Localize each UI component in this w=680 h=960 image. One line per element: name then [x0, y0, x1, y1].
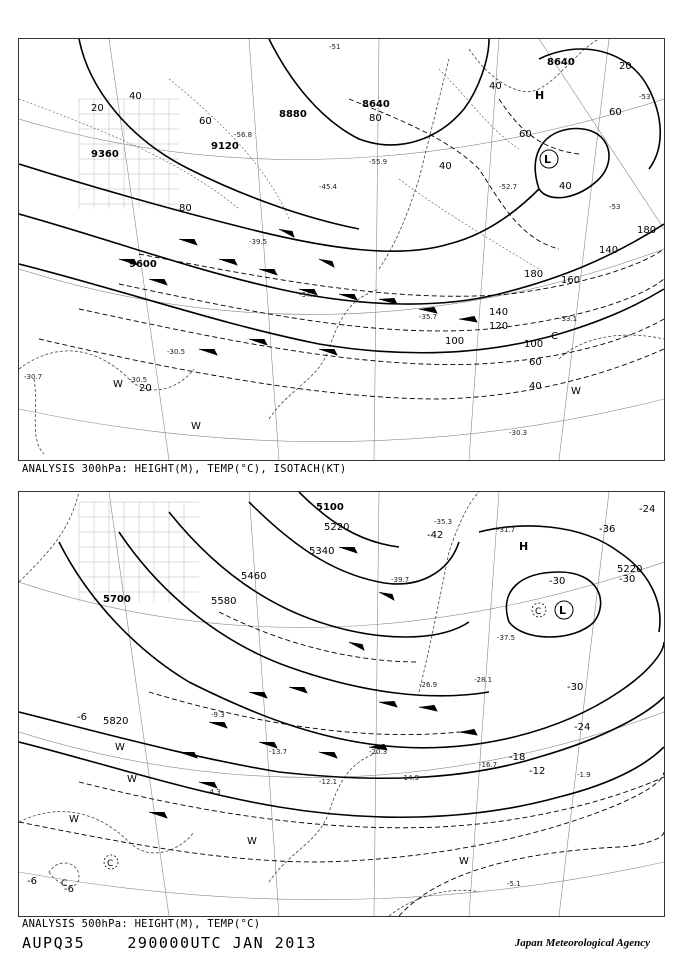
temp-label: -35.7: [419, 313, 438, 321]
low-pressure-marker: L: [559, 604, 567, 617]
isotach-label: 120: [489, 321, 509, 332]
low-pressure-marker: L: [544, 153, 552, 166]
panel-caption-300hpa: ANALYSIS 300hPa: HEIGHT(M), TEMP(°C), ISOTACH(KT): [22, 463, 347, 475]
temp-obs: -12.1: [319, 778, 338, 786]
temp-contour-label: -6: [27, 876, 37, 887]
isotach-label: 60: [529, 357, 542, 368]
temp-label: -53: [609, 203, 621, 211]
isotach-label: 80: [179, 203, 192, 214]
temp-obs: -28.1: [474, 676, 493, 684]
temp-label: -55.9: [369, 158, 388, 166]
isotach-label: 20: [139, 383, 152, 394]
temp-obs: -1.9: [577, 771, 591, 779]
temp-obs: -26.9: [419, 681, 438, 689]
cold-marker: C: [61, 879, 68, 889]
wind-barbs: [119, 229, 477, 355]
height-label: 9360: [91, 149, 119, 160]
cold-marker: C: [551, 331, 558, 342]
temp-contour-label: -30: [549, 576, 566, 587]
agency-name: Japan Meteorological Agency: [514, 937, 650, 949]
temp-contour-label: -42: [427, 530, 444, 541]
warm-marker: W: [571, 386, 581, 397]
temp-contour-label: -6: [77, 712, 87, 723]
height-label: 5220: [617, 564, 643, 575]
temp-obs: -35.3: [434, 518, 453, 526]
warm-marker: W: [113, 379, 123, 390]
height-label: 5580: [211, 596, 237, 607]
high-pressure-marker: H: [535, 89, 545, 102]
height-label: 5700: [103, 594, 131, 605]
temp-contour-label: -6: [64, 884, 74, 895]
warm-marker: W: [69, 814, 79, 825]
temp-contour-label: -36: [599, 524, 616, 535]
graticule: [19, 492, 664, 916]
temperature-contours: [19, 612, 664, 916]
isotach-label: 40: [129, 91, 142, 102]
temp-obs: -13.7: [269, 748, 288, 756]
height-label: 5460: [241, 571, 267, 582]
cold-marker: C: [535, 607, 542, 617]
isotach-label: 100: [445, 336, 465, 347]
temp-contour-label: -24: [639, 504, 656, 515]
temp-contour-label: -12: [529, 766, 546, 777]
isotach-label: 160: [561, 275, 581, 286]
height-label: 8640: [547, 57, 575, 68]
temp-label: -30.5: [129, 376, 148, 384]
temp-obs: -4.3: [207, 788, 221, 796]
height-label: 9120: [211, 141, 239, 152]
warm-marker: W: [115, 742, 125, 753]
isotach-label: 80: [369, 113, 382, 124]
temp-label: -51: [329, 43, 341, 51]
high-pressure-marker: H: [519, 540, 529, 553]
warm-marker: W: [247, 836, 257, 847]
temp-obs: -9.3: [211, 711, 225, 719]
height-label: 8640: [362, 99, 390, 110]
height-label: 5340: [309, 546, 335, 557]
temp-obs: -14.9: [401, 774, 420, 782]
isotach-label: 20: [619, 61, 632, 72]
isotach-label: 60: [609, 107, 622, 118]
chart-id: [22, 934, 317, 952]
isotach-label: 20: [91, 103, 104, 114]
isotach-label: 40: [529, 381, 542, 392]
isotach-label: 140: [489, 307, 509, 318]
temp-label: -39.5: [249, 238, 268, 246]
terrain-hatch: [79, 502, 199, 602]
isotach-label: 180: [524, 269, 544, 280]
height-label: 8880: [279, 109, 307, 120]
temp-label: -33.1: [559, 315, 578, 323]
map-300hpa-canvas: [19, 39, 664, 460]
isotach-label: 40: [439, 161, 452, 172]
map-500hpa-canvas: [19, 492, 664, 916]
isotach-label: 180: [637, 225, 657, 236]
chart-time: 290000UTC JAN 2013: [127, 934, 317, 952]
height-label: 5820: [103, 716, 129, 727]
temp-contour-label: -18: [509, 752, 526, 763]
warm-marker: W: [459, 856, 469, 867]
cold-marker: C: [107, 859, 114, 869]
isotach-label: 40: [489, 81, 502, 92]
temp-label: -56.8: [234, 131, 253, 139]
height-label: 5100: [316, 502, 344, 513]
temp-label: -30.3: [509, 429, 528, 437]
isotach-label: 100: [524, 339, 544, 350]
temp-label: -30.5: [167, 348, 186, 356]
temp-contour-label: -30: [619, 574, 636, 585]
temp-obs: -16.7: [479, 761, 498, 769]
height-label: 5220: [324, 522, 350, 533]
temp-contour-label: -30: [567, 682, 584, 693]
temp-label: -30.7: [24, 373, 43, 381]
map-500hpa: [18, 491, 665, 917]
temp-obs: -5.1: [507, 880, 521, 888]
chart-code: AUPQ35: [22, 934, 86, 952]
temp-label: -52.7: [499, 183, 518, 191]
coastline: [19, 492, 479, 916]
temp-obs: -39.7: [391, 576, 410, 584]
temp-label: -34.5: [299, 291, 318, 299]
warm-marker: W: [191, 421, 201, 432]
graticule: [19, 39, 664, 460]
temp-label: -45.4: [319, 183, 338, 191]
temp-contour-label: -24: [574, 722, 591, 733]
isotach-label: 60: [199, 116, 212, 127]
panel-caption-500hpa: ANALYSIS 500hPa: HEIGHT(M), TEMP(°C): [22, 918, 261, 930]
isotach-label: 140: [599, 245, 619, 256]
temp-obs: -37.5: [497, 634, 516, 642]
isotach-label: 40: [559, 181, 572, 192]
warm-marker: W: [127, 774, 137, 785]
map-300hpa: [18, 38, 665, 461]
temp-obs: -31.7: [497, 526, 516, 534]
temp-label: -53: [639, 93, 651, 101]
temp-obs: -20.3: [369, 748, 388, 756]
isotach-label: 60: [519, 129, 532, 140]
height-label: 9600: [129, 259, 157, 270]
